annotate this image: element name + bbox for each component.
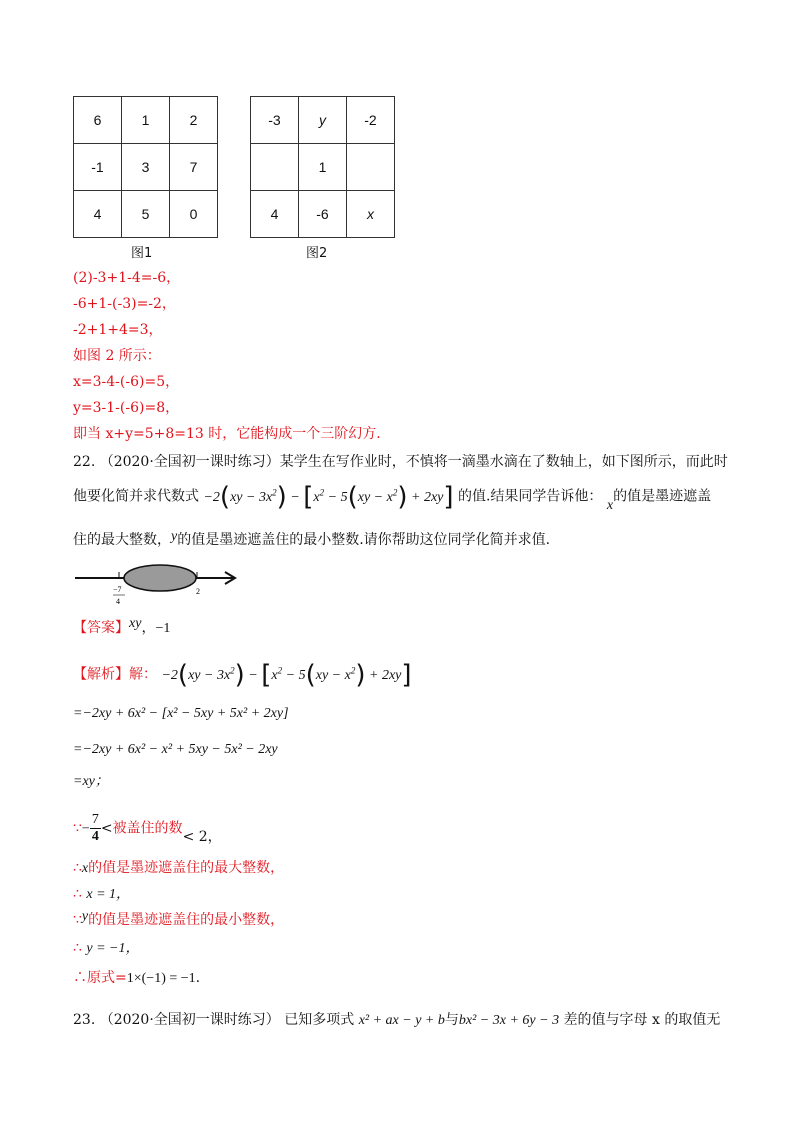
question-23-line-1 xyxy=(73,1010,733,1031)
grid2-cell: x xyxy=(347,191,395,238)
figure-1-caption: 图1 xyxy=(131,246,153,261)
analysis-step-2: =−2xy + 6x² − x² + 5xy − 5x² − 2xy xyxy=(73,742,278,757)
because-symbol: ∵ xyxy=(73,820,82,837)
y-value: y = −1， xyxy=(86,941,140,956)
analysis-expression: $-2(xy - 3x^2) - [x^2 - 5(xy - x^2) + 2xy]$ xyxy=(161,659,412,690)
result-end: . xyxy=(195,970,201,986)
solution-line: 即当 x+y=5+8=13 时，它能构成一个三阶幻方. xyxy=(73,426,381,442)
because-text: 被盖住的数 xyxy=(112,820,183,837)
grid1-cell: 1 xyxy=(122,97,170,144)
magic-square-figure-1 xyxy=(73,96,218,238)
q22-y-var: y xyxy=(171,529,178,544)
grid2-cell: -2 xyxy=(347,97,395,144)
q23-text: 与 xyxy=(444,1012,459,1028)
grid1-cell: 0 xyxy=(170,191,218,238)
analysis-because-2: ∵y的值是墨迹遮盖住的最小整数， xyxy=(73,909,285,928)
grid2-cell: 1 xyxy=(299,144,347,191)
analysis-result: ∴原式=1×(−1) = −1. xyxy=(73,970,201,986)
q23-text: 23. （2020·全国初一课时练习） 已知多项式 xyxy=(73,1012,355,1028)
tick-label-right: 2 xyxy=(196,587,200,596)
analysis-therefore-1: ∴x的值是墨迹遮盖住的最大整数， xyxy=(73,860,285,876)
solution-line: x=3-4-(-6)=5， xyxy=(73,374,180,390)
grid1-cell: 5 xyxy=(122,191,170,238)
q22-text: 住的最大整数， xyxy=(73,532,171,548)
q22-text: 他要化简并求代数式 xyxy=(73,488,199,505)
grid1-cell: 4 xyxy=(74,191,122,238)
analysis-because-1: ∵− $\frac{7}{4}$ <被盖住的数< 2， xyxy=(73,812,222,845)
q23-text: 差的值与字母 x 的取值无 xyxy=(563,1012,721,1028)
q23-polynomial-1: x² + ax − y + b xyxy=(358,1013,445,1028)
question-22-line-3 xyxy=(73,530,733,551)
solution-line: y=3-1-(-6)=8， xyxy=(73,400,180,416)
tick-label-left-den: 4 xyxy=(116,597,120,606)
answer-label: 【答案】 xyxy=(73,620,129,636)
answer-value: xy xyxy=(129,616,142,631)
grid2-cell: -6 xyxy=(299,191,347,238)
grid2-cell xyxy=(347,144,395,191)
grid2-cell xyxy=(251,144,299,191)
q22-text: 的值是墨迹遮盖 xyxy=(613,488,712,505)
grid2-cell: y xyxy=(299,97,347,144)
answer-line xyxy=(73,618,170,639)
q22-text: 的值是墨迹遮盖住的最小整数.请你帮助这位同学化简并求值. xyxy=(177,532,551,548)
result-prefix: 原式= xyxy=(87,970,127,986)
analysis-step-3: =xy； xyxy=(73,774,109,789)
grid1-cell: 2 xyxy=(170,97,218,144)
magic-square-figure-2 xyxy=(250,96,395,238)
analysis-y-value: ∴ y = −1， xyxy=(73,940,140,956)
fraction-numerator: 7 xyxy=(91,812,99,827)
solution-line: -6+1-(-3)=-2， xyxy=(73,296,176,312)
analysis-label: 【解析】 xyxy=(73,666,129,683)
fraction xyxy=(90,812,101,845)
tick-label-left-num: −7 xyxy=(113,585,122,594)
solution-line: -2+1+4=3， xyxy=(73,322,163,338)
analysis-prefix: 解： xyxy=(129,666,157,683)
answer-sep: ， xyxy=(141,620,156,636)
solution-line: 如图 2 所示： xyxy=(73,348,161,364)
question-22-line-2 xyxy=(73,481,733,513)
solution-line: (2)-3+1-4=-6， xyxy=(73,270,181,286)
number-line-figure xyxy=(73,562,243,608)
grid1-cell: 6 xyxy=(74,97,122,144)
because-text: 的值是墨迹遮盖住的最小整数， xyxy=(88,912,285,928)
q22-expression: $-2(xy - 3x^2) - [x^2 - 5(xy - x^2) + 2xy]$ xyxy=(203,481,454,512)
q22-text: 的值.结果同学告诉他： xyxy=(457,488,603,505)
fraction-denominator: 4 xyxy=(91,829,99,844)
analysis-line-1 xyxy=(73,659,412,690)
q22-x-var: x xyxy=(606,497,614,513)
grid2-cell: -3 xyxy=(251,97,299,144)
x-value: x = 1， xyxy=(86,887,131,902)
answer-value: −1 xyxy=(155,621,171,636)
grid1-cell: 7 xyxy=(170,144,218,191)
question-22-line-1: 22. （2020·全国初一课时练习）某学生在写作业时，不慎将一滴墨水滴在了数轴上，如下图所示，而此时 xyxy=(73,454,728,470)
analysis-x-value: ∴ x = 1， xyxy=(73,886,131,902)
because-text-end: < 2， xyxy=(182,828,222,845)
figure-2-caption: 图2 xyxy=(306,246,328,261)
q23-polynomial-2: bx² − 3x + 6y − 3 xyxy=(458,1013,560,1028)
ink-blot xyxy=(124,565,196,591)
grid1-cell: 3 xyxy=(122,144,170,191)
therefore-text: 的值是墨迹遮盖住的最大整数， xyxy=(88,860,285,876)
grid2-cell: 4 xyxy=(251,191,299,238)
grid1-cell: -1 xyxy=(74,144,122,191)
analysis-step-1: =−2xy + 6x² − [x² − 5xy + 5x² + 2xy] xyxy=(73,706,289,721)
result-math: 1×(−1) = −1 xyxy=(126,971,196,986)
